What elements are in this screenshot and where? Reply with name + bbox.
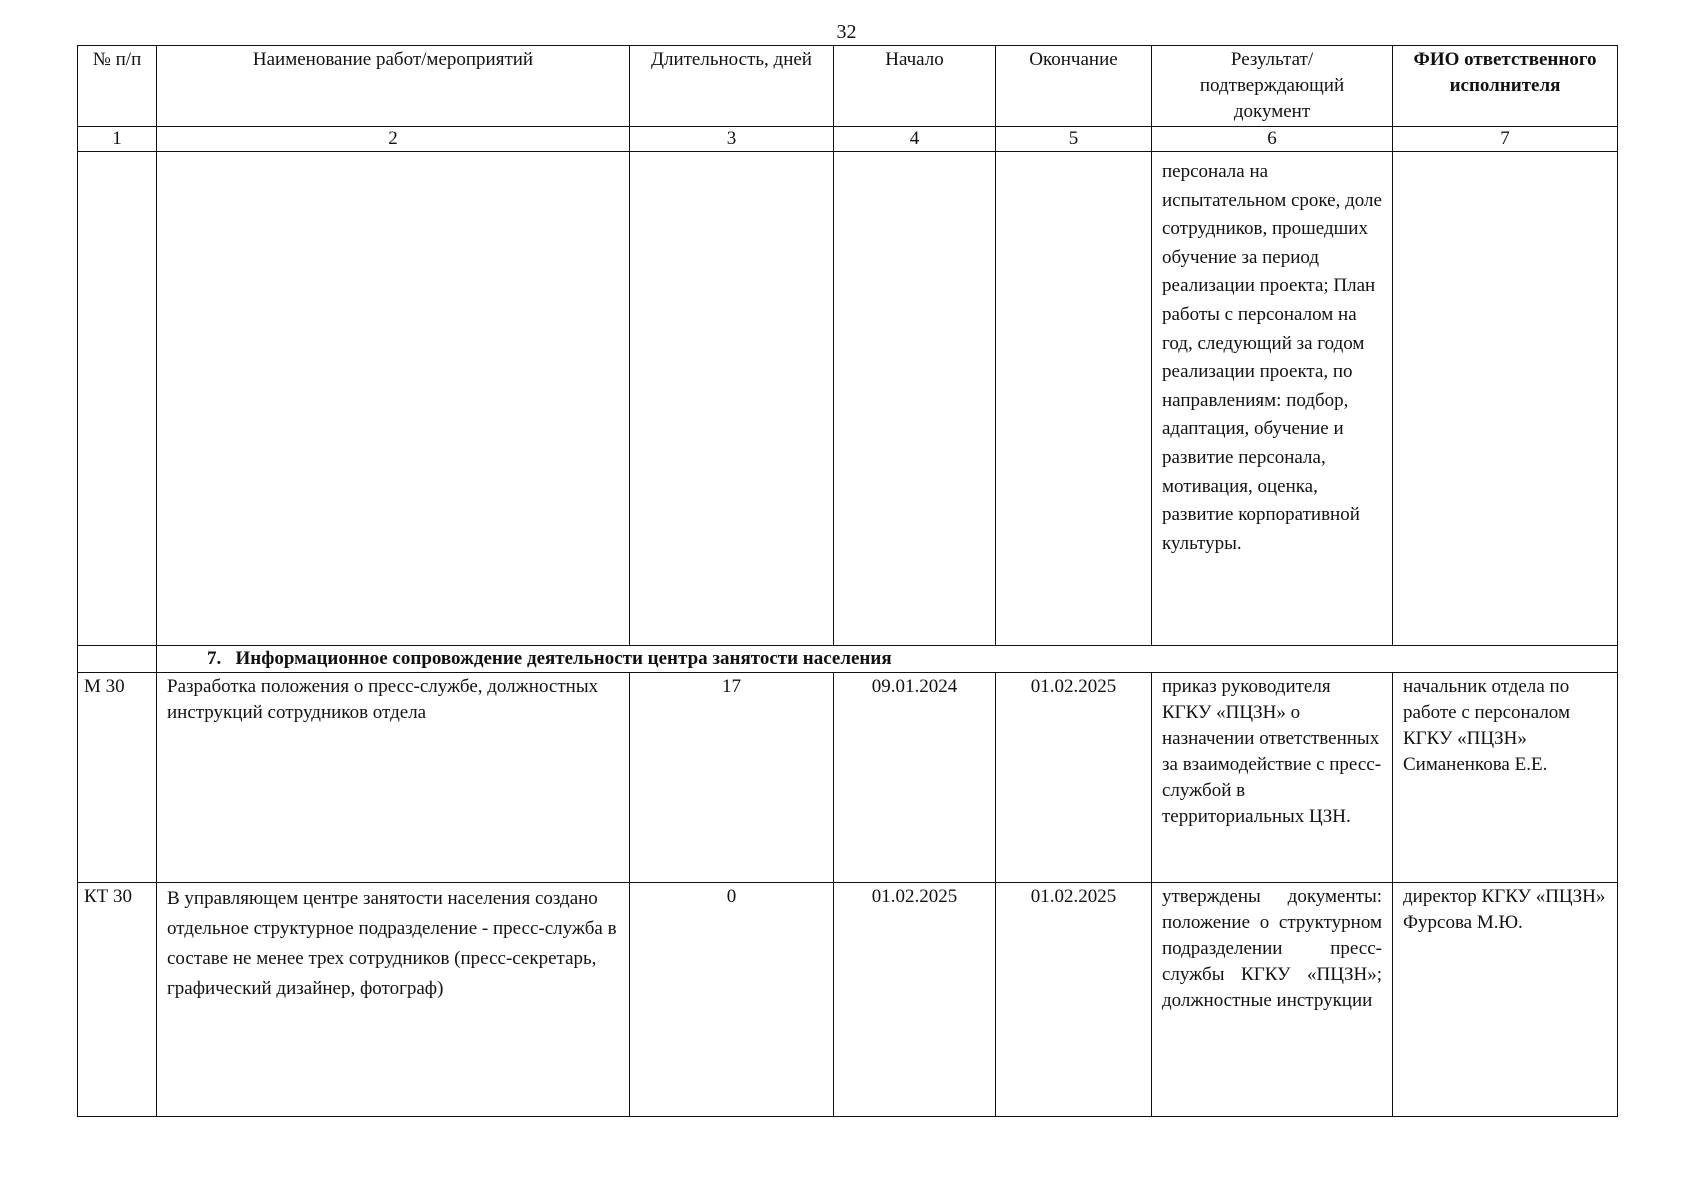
- row-end: 01.02.2025: [996, 883, 1152, 1117]
- header-start: Начало: [834, 46, 996, 127]
- section-number: 7.: [207, 648, 222, 669]
- row-end: 01.02.2025: [996, 673, 1152, 883]
- row-id: КТ 30: [78, 883, 157, 1117]
- result-cell: персонала на испытательном сроке, доле сотрудников, прошедших обучение за период реализации проекта; План работы с персоналом на год, следующий за годом реализации проекта, по направлениям: подбор, адаптация, обучение и развитие персонала, мотивация, оценка, развитие корпоративной культуры.: [1152, 152, 1393, 646]
- header-result: Результат/ подтверждающий документ: [1152, 46, 1393, 127]
- row-name: Разработка положения о пресс-службе, должностных инструкций сотрудников отдела: [157, 673, 630, 883]
- empty-cell: [78, 646, 157, 673]
- column-number-row: [78, 127, 1618, 152]
- column-number: 5: [996, 127, 1152, 152]
- empty-cell: [1393, 152, 1618, 646]
- header-duration: Длительность, дней: [630, 46, 834, 127]
- row-start: 09.01.2024: [834, 673, 996, 883]
- column-number: 3: [630, 127, 834, 152]
- section-row: [78, 646, 1618, 673]
- column-number: 6: [1152, 127, 1393, 152]
- column-number: 2: [157, 127, 630, 152]
- row-responsible: начальник отдела по работе с персоналом КГКУ «ПЦЗН» Симаненкова Е.Е.: [1393, 673, 1618, 883]
- column-number: 1: [78, 127, 157, 152]
- row-result: утверждены документы: положение о структурном подразделении пресс-службы КГКУ «ПЦЗН»; должностные инструкции: [1152, 883, 1393, 1117]
- empty-cell: [157, 152, 630, 646]
- empty-cell: [78, 152, 157, 646]
- page-number: 32: [836, 21, 857, 43]
- table-row-continuation: [78, 152, 1618, 646]
- header-end: Окончание: [996, 46, 1152, 127]
- row-id: М 30: [78, 673, 157, 883]
- table-row: [78, 883, 1618, 1117]
- column-number: 7: [1393, 127, 1618, 152]
- header-name: Наименование работ/мероприятий: [157, 46, 630, 127]
- section-title-text: Информационное сопровождение деятельности центра занятости населения: [235, 648, 892, 669]
- row-name: В управляющем центре занятости населения создано отдельное структурное подразделение - пресс-служба в составе не менее трех сотрудников (пресс-секретарь, графический дизайнер, фотограф): [157, 883, 630, 1117]
- table-header-row: [78, 46, 1618, 127]
- section-title: [157, 646, 1618, 673]
- row-duration: 17: [630, 673, 834, 883]
- row-result: приказ руководителя КГКУ «ПЦЗН» о назначении ответственных за взаимодействие с пресс-службой в территориальных ЦЗН.: [1152, 673, 1393, 883]
- header-num: № п/п: [78, 46, 157, 127]
- empty-cell: [630, 152, 834, 646]
- empty-cell: [996, 152, 1152, 646]
- column-number: 4: [834, 127, 996, 152]
- header-responsible: ФИО ответственного исполнителя: [1393, 46, 1618, 127]
- row-duration: 0: [630, 883, 834, 1117]
- empty-cell: [834, 152, 996, 646]
- row-responsible: директор КГКУ «ПЦЗН» Фурсова М.Ю.: [1393, 883, 1618, 1117]
- project-plan-table: [77, 45, 1618, 1117]
- table-row: [78, 673, 1618, 883]
- row-start: 01.02.2025: [834, 883, 996, 1117]
